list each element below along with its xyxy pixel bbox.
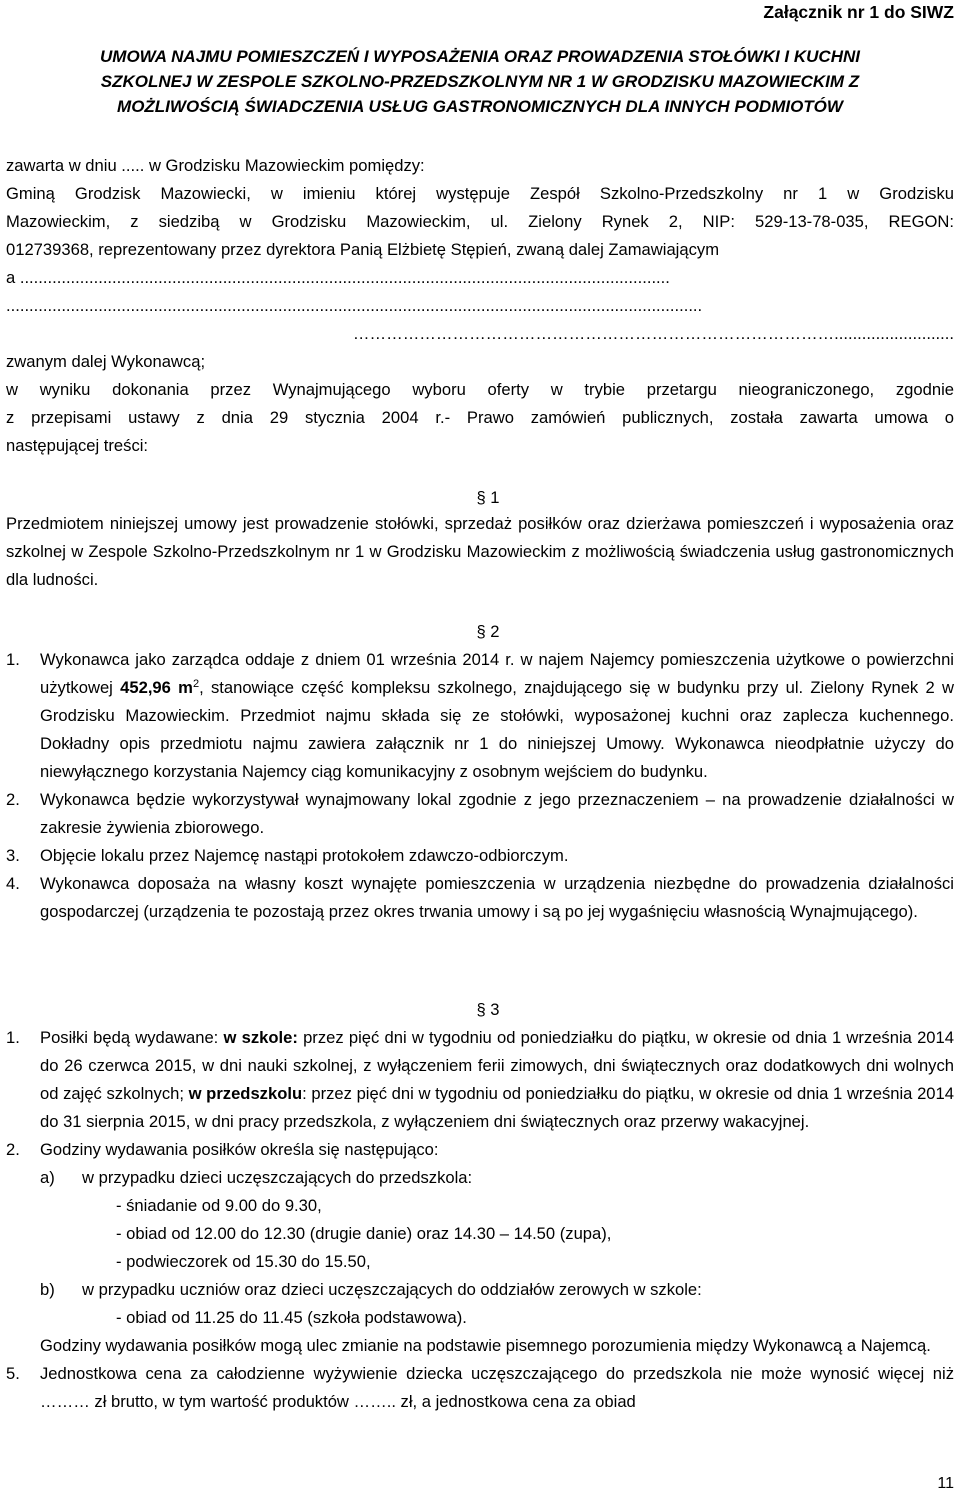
annex-label: Załącznik nr 1 do SIWZ <box>763 2 954 22</box>
schedule-line: - podwieczorek od 15.30 do 15.50, <box>116 1252 371 1271</box>
title-line: MOŻLIWOŚCIĄ ŚWIADCZENIA USŁUG GASTRONOMICZNYCH DLA INNYCH PODMIOTÓW <box>117 97 843 116</box>
intro-line: a ............................................................................................................................................. <box>6 268 670 287</box>
item-text: Objęcie lokalu przez Najemcę nastąpi protokołem zdawczo-odbiorczym. <box>40 846 569 865</box>
sub-item-text: w przypadku uczniów oraz dzieci uczęszczających do oddziałów zerowych w szkole: <box>82 1280 702 1299</box>
intro-line: zawarta w dniu ..... w Grodzisku Mazowieckim pomiędzy: <box>6 156 425 175</box>
item-number: 3. <box>6 846 20 865</box>
page-number: 11 <box>937 1475 954 1492</box>
emphasis-text: w przedszkolu <box>188 1084 303 1103</box>
item-number: 2. <box>6 1140 20 1159</box>
item-text: Godziny wydawania posiłków określa się następująco: <box>40 1140 439 1159</box>
item-number: 2. <box>6 790 20 809</box>
item-number: 5. <box>6 1364 20 1383</box>
title-line: UMOWA NAJMU POMIESZCZEŃ I WYPOSAŻENIA ORAZ PROWADZENIA STOŁÓWKI I KUCHNI <box>100 47 860 66</box>
section-2-list <box>6 646 954 926</box>
intro-line: Mazowieckim, z siedzibą w Grodzisku Mazowieckim, ul. Zielony Rynek 2, NIP: 529-13-78-035, REGON: <box>6 212 954 231</box>
item-text: Wykonawca będzie wykorzystywał wynajmowany lokal zgodnie z jego przeznaczeniem – na prowadzenie działalności w zakresie żywienia zbiorowego. <box>40 790 954 837</box>
item-text: przez pięć dni w tygodniu od poniedziałku do piątku, w okresie od dnia 1 września 2014 do 26 czerwca 2015, w dni nauki szkolnej, z wyłączeniem ferii zimowych, dni świątecznych oraz dodatkowych dni wolnych od zajęć szkolnych; <box>40 1028 954 1103</box>
sub-item-mark: a) <box>40 1168 55 1187</box>
item-text: Posiłki będą wydawane: <box>40 1028 224 1047</box>
title-line: SZKOLNEJ W ZESPOLE SZKOLNO-PRZEDSZKOLNYM NR 1 W GRODZISKU MAZOWIECKIM Z <box>100 72 860 91</box>
intro-section <box>6 152 954 460</box>
list-item <box>6 870 954 926</box>
list-item <box>6 786 954 842</box>
section-heading: § 1 <box>476 488 500 507</box>
list-item <box>6 842 954 870</box>
sub-item-text: w przypadku dzieci uczęszczających do przedszkola: <box>82 1168 473 1187</box>
schedule-line: - obiad od 12.00 do 12.30 (drugie danie) oraz 14.30 – 14.50 (zupa), <box>116 1224 612 1243</box>
item-text: Wykonawca jako zarządca oddaje z dniem 01 września 2014 r. w najem Najemcy pomieszczenia użytkowe o powierzchni użytkowej <box>40 650 954 697</box>
emphasis-text: w szkole: <box>223 1028 298 1047</box>
section-3-list <box>6 1024 954 1416</box>
item-number: 4. <box>6 874 20 893</box>
area-value: 452,96 m <box>120 678 193 697</box>
area-unit-exponent: 2 <box>192 678 200 690</box>
list-item <box>6 1360 954 1416</box>
item-text: : przez pięć dni w tygodniu od poniedziałku do piątku, w okresie od dnia 1 września 2014 do 31 sierpnia 2015, w dni pracy przedszkola, z wyłączeniem dni świątecznych oraz przerwy wakacyjnej. <box>40 1084 954 1131</box>
item-text: Wykonawca doposaża na własny koszt wynajęte pomieszczenia w urządzenia niezbędne do prowadzenia działalności gospodarczej (urządzenia te pozostają przez okres trwania umowy i są po jej wygaśnięciu własnością Wynajmującego). <box>40 874 954 921</box>
schedule-line: - obiad od 11.25 do 11.45 (szkoła podstawowa). <box>116 1308 467 1327</box>
contract-title <box>6 44 954 119</box>
item-note: Godziny wydawania posiłków mogą ulec zmianie na podstawie pisemnego porozumienia między Wykonawcą a Najemcą. <box>40 1336 931 1355</box>
intro-line: …………………………………………………………………………….......................... <box>352 324 954 343</box>
intro-line: 012739368, reprezentowany przez dyrektora Panią Elżbietę Stępień, zwaną dalej Zamawiającym <box>6 240 720 259</box>
list-item <box>6 1024 954 1136</box>
section-1-text: Przedmiotem niniejszej umowy jest prowadzenie stołówki, sprzedaż posiłków oraz dzierżawa pomieszczeń i wyposażenia oraz szkolnej w Zespole Szkolno-Przedszkolnym nr 1 w Grodzisku Mazowieckim z możliwością świadczenia usług gastronomicznych dla ludności. <box>6 514 954 589</box>
intro-line: ....................................................................................................................................................... <box>6 296 703 315</box>
sub-item-mark: b) <box>40 1280 55 1299</box>
schedule-line: - śniadanie od 9.00 do 9.30, <box>116 1196 322 1215</box>
item-number: 1. <box>6 650 20 669</box>
intro-line: w wyniku dokonania przez Wynajmującego wyboru oferty w trybie przetargu nieograniczonego, zgodnie <box>6 380 954 399</box>
list-item <box>6 1136 954 1360</box>
sub-item <box>40 1276 954 1304</box>
item-text: , stanowiące część kompleksu szkolnego, znajdującego się w budynku przy ul. Zielony Rynek 2 w Grodzisku Mazowieckim. Przedmiot najmu składa się ze stołówki, wyposażonej kuchni oraz zaplecza kuchennego. Dokładny opis przedmiotu najmu zawiera załącznik nr 1 do niniejszej Umowy. Wykonawca nieodpłatnie użyczy do niewyłącznego korzystania Najemcy ciąg komunikacyjny z osobnym wejściem do budynku. <box>40 678 955 781</box>
list-item <box>6 646 954 786</box>
intro-line: zwanym dalej Wykonawcą; <box>6 352 206 371</box>
section-heading: § 3 <box>476 1000 500 1019</box>
sub-item <box>40 1164 954 1192</box>
item-text: Jednostkowa cena za całodzienne wyżywienie dziecka uczęszczającego do przedszkola nie może wynosić więcej niż ……… zł brutto, w tym wartość produktów …….. zł, a jednostkowa cena za obiad <box>40 1364 954 1411</box>
intro-line: następującej treści: <box>6 436 149 455</box>
intro-line: Gminą Grodzisk Mazowiecki, w imieniu której występuje Zespół Szkolno-Przedszkolny nr 1 w Grodzisku <box>6 184 954 203</box>
section-heading: § 2 <box>476 622 500 641</box>
item-number: 1. <box>6 1028 20 1047</box>
intro-line: z przepisami ustawy z dnia 29 stycznia 2004 r.- Prawo zamówień publicznych, została zawarta umowa o <box>6 408 954 427</box>
